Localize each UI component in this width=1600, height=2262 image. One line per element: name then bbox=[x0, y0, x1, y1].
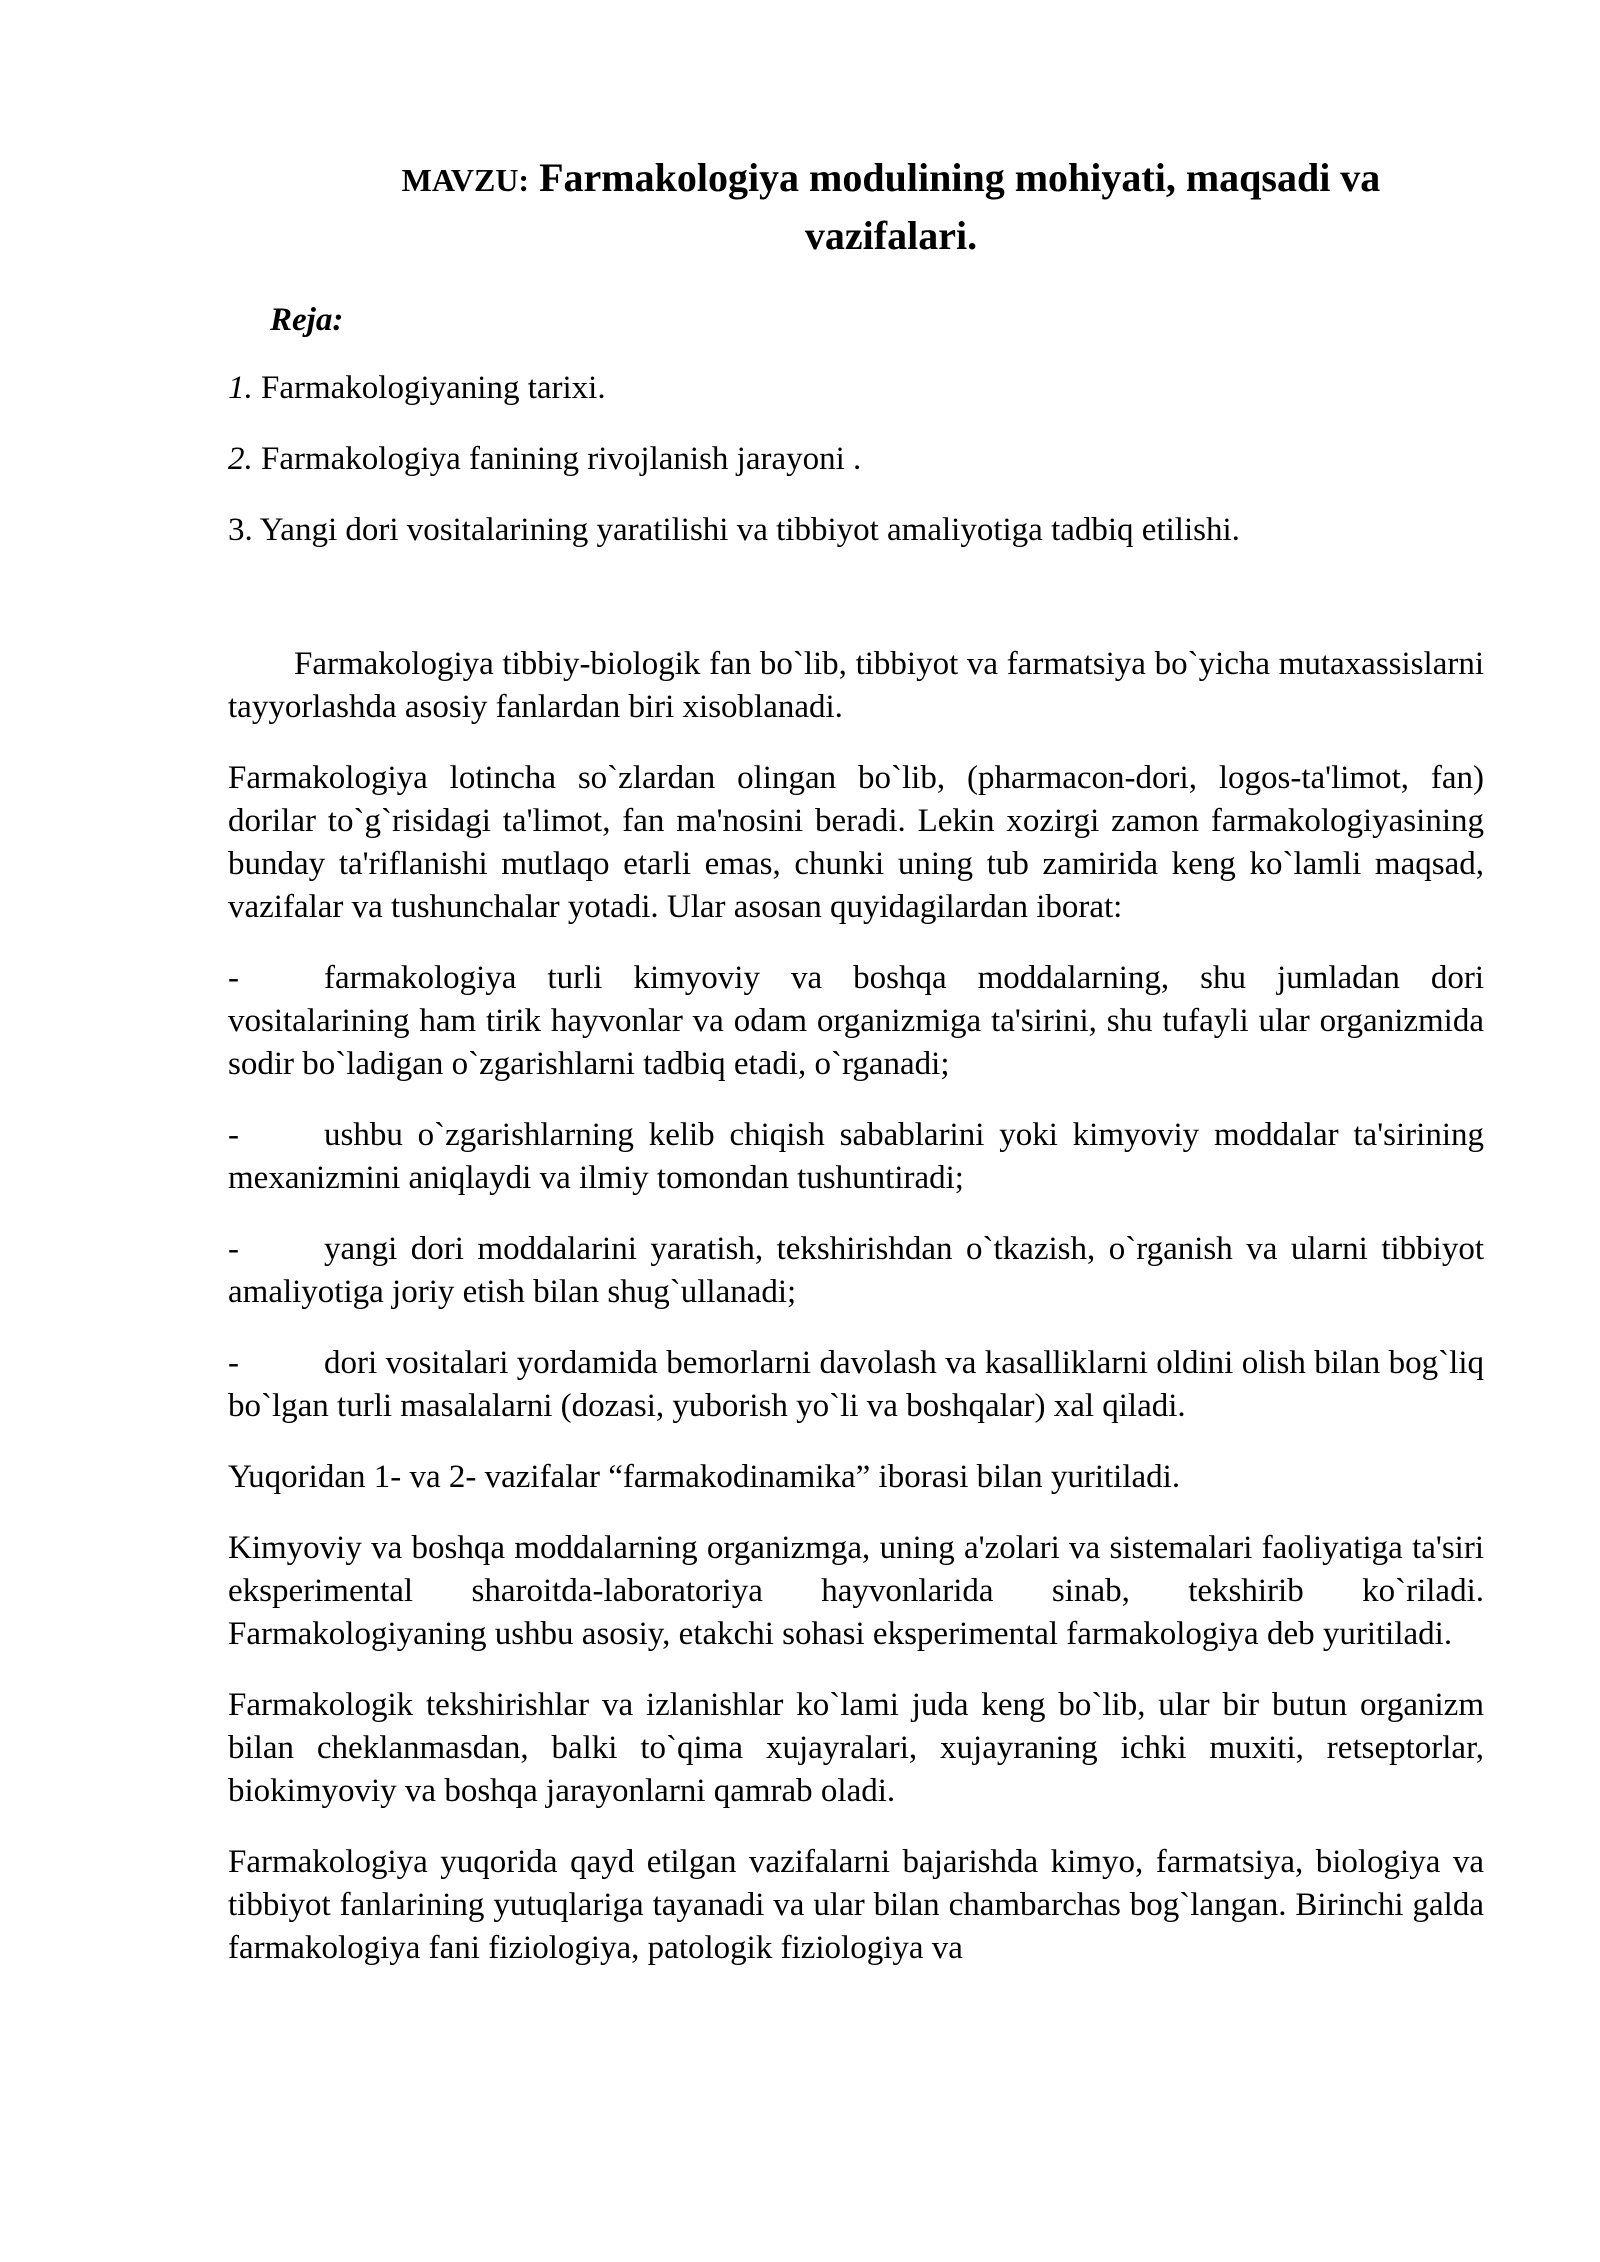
body-text bbox=[228, 643, 1484, 1970]
bullet-text: ushbu o`zgarishlarning kelib chiqish sabablarini yoki kimyoviy moddalar ta'sirining mexanizmini aniqlaydi va ilmiy tomondan tushuntiradi; bbox=[228, 1117, 1484, 1196]
plan-item bbox=[228, 368, 1484, 408]
bullet-item bbox=[228, 1342, 1484, 1428]
plan-item bbox=[228, 439, 1484, 479]
plan-item-text: Farmakologiya fanining rivojlanish jarayoni . bbox=[261, 441, 862, 477]
paragraph-etymology: Farmakologiya lotincha so`zlardan olingan bo`lib, (pharmacon-dori, logos-ta'limot, fan) dorilar to`g`risidagi ta'limot, fan ma'nosini beradi. Lekin xozirgi zamon farmakologiyasining bunday ta'riflanishi mutlaqo etarli emas, chunki uning tub zamirida keng ko`lamli maqsad, vazifalar va tushunchalar yotadi. Ular asosan quyidagilardan iborat: bbox=[228, 760, 1484, 925]
bullet-item bbox=[228, 957, 1484, 1086]
title-text: Farmakologiya modulining mohiyati, maqsadi va vazifalari. bbox=[539, 155, 1381, 258]
plan-item-number: 3. bbox=[228, 512, 253, 548]
paragraph-pharmacodynamics: Yuqoridan 1- va 2- vazifalar “farmakodinamika” iborasi bilan yuritiladi. bbox=[228, 1459, 1181, 1495]
paragraph-research-scope: Farmakologik tekshirishlar va izlanishlar ko`lami juda keng bo`lib, ular bir butun organizm bilan cheklanmasdan, balki to`qima xujayralari, xujayraning ichki muxiti, retseptorlar, biokimyoviy va boshqa jarayonlarni qamrab oladi. bbox=[228, 1687, 1484, 1809]
plan-item-text: Farmakologiyaning tarixi. bbox=[261, 370, 606, 406]
bullet-item bbox=[228, 1228, 1484, 1314]
plan-item-text: Yangi dori vositalarining yaratilishi va tibbiyot amaliyotiga tadbiq etilishi. bbox=[259, 512, 1240, 548]
bullet-text: dori vositalari yordamida bemorlarni davolash va kasalliklarni oldini olish bilan bog`liq bo`lgan turli masalalarni (dozasi, yuborish yo`li va boshqalar) xal qiladi. bbox=[228, 1345, 1484, 1424]
bullet-dash: - bbox=[228, 1117, 239, 1153]
plan-item-number: 2. bbox=[228, 441, 253, 477]
bullet-text: farmakologiya turli kimyoviy va boshqa moddalarning, shu jumladan dori vositalarining ham tirik hayvonlar va odam organizmiga ta'sirini, shu tufayli ular organizmida sodir bo`ladigan o`zgarishlarni tadbiq etadi, o`rganadi; bbox=[228, 960, 1484, 1082]
plan-item bbox=[228, 510, 1484, 550]
document-title bbox=[228, 150, 1484, 264]
plan-list bbox=[228, 368, 1484, 550]
bullet-dash: - bbox=[228, 1231, 239, 1267]
title-lead: MAVZU: bbox=[401, 162, 530, 198]
plan-item-number: 1. bbox=[228, 370, 253, 406]
bullet-text: yangi dori moddalarini yaratish, tekshirishdan o`tkazish, o`rganish va ularni tibbiyot amaliyotiga joriy etish bilan shug`ullanadi; bbox=[228, 1231, 1484, 1310]
paragraph-experimental: Kimyoviy va boshqa moddalarning organizmga, uning a'zolari va sistemalari faoliyatiga ta'siri eksperimental sharoitda-laboratoriya hayvonlarida sinab, tekshirib ko`riladi. Farmakologiyaning ushbu asosiy, etakchi sohasi eksperimental farmakologiya deb yuritiladi. bbox=[228, 1530, 1484, 1652]
bullet-item bbox=[228, 1114, 1484, 1200]
plan-heading: Reja: bbox=[270, 302, 344, 338]
paragraph-intro: Farmakologiya tibbiy-biologik fan bo`lib, tibbiyot va farmatsiya bo`yicha mutaxassislarni tayyorlashda asosiy fanlardan biri xisoblanadi. bbox=[228, 646, 1484, 725]
bullet-dash: - bbox=[228, 960, 239, 996]
paragraph-related-sciences: Farmakologiya yuqorida qayd etilgan vazifalarni bajarishda kimyo, farmatsiya, biologiya va tibbiyot fanlarining yutuqlariga tayanadi va ular bilan chambarchas bog`langan. Birinchi galda farmakologiya fani fiziologiya, patologik fiziologiya va bbox=[228, 1844, 1484, 1966]
bullet-dash: - bbox=[228, 1345, 239, 1381]
document-page bbox=[228, 150, 1484, 1998]
